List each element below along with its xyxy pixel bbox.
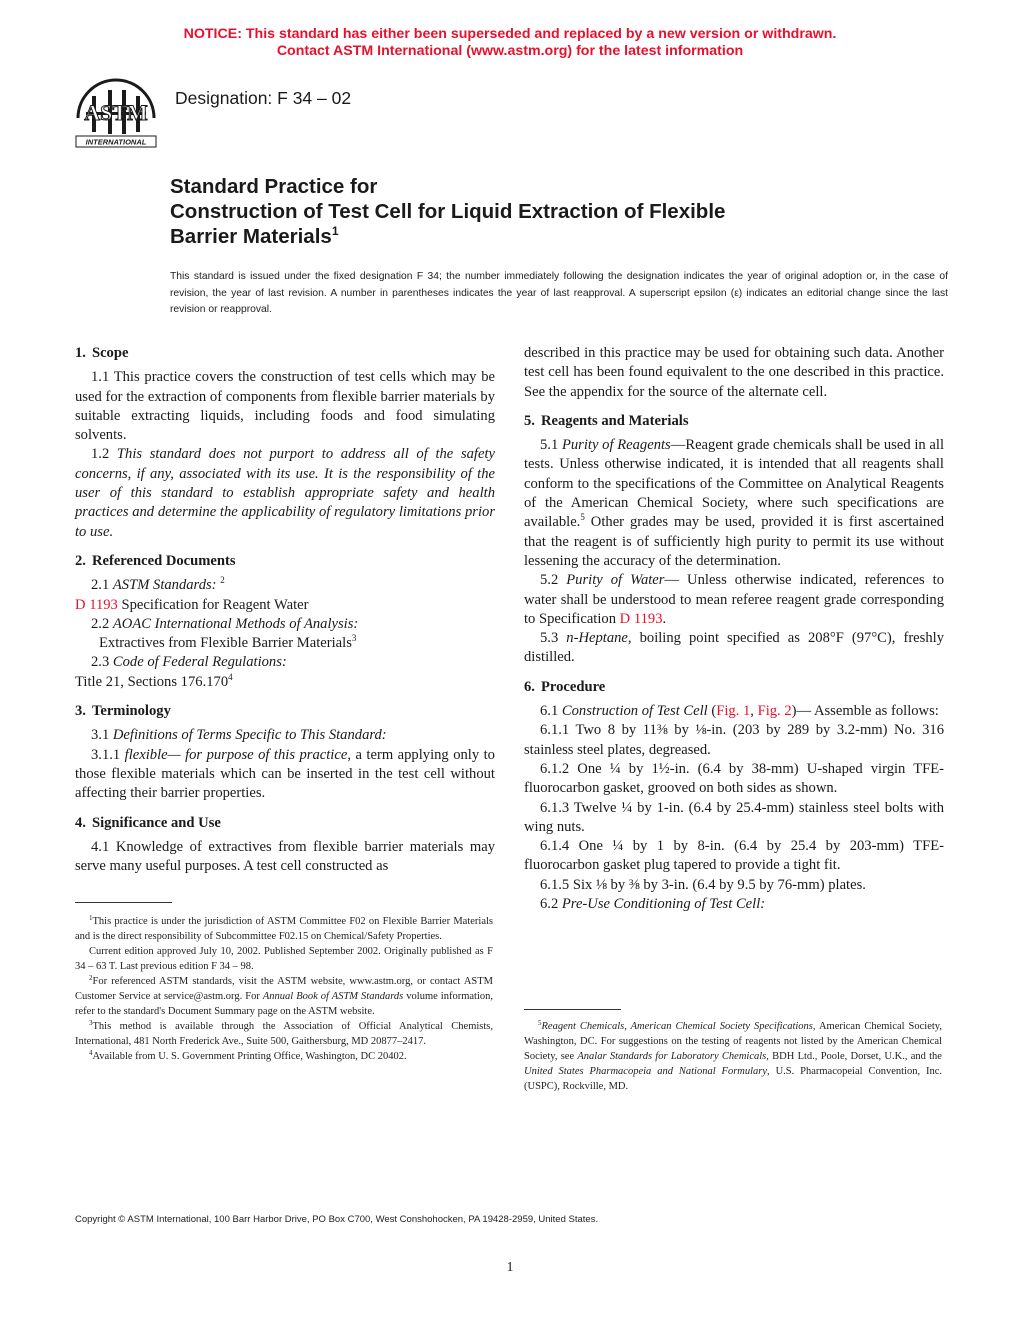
paragraph-6-1-4: 6.1.4 One ¼ by 1 by 8-in. (6.4 by 25.4 by 203-mm) TFE-fluorocarbon gasket plug tapered to provide a tight fit.: [524, 838, 944, 874]
paragraph-3-1-1: 3.1.1 flexible— for purpose of this practice, a term applying only to those flexible materials which can be inserted in the test cell without affecting their barrier properties.: [75, 746, 495, 802]
paragraph-4-1: 4.1 Knowledge of extractives from flexible barrier materials may serve many useful purposes. A test cell constructed as: [75, 838, 495, 875]
withdrawn-notice: [0, 26, 1020, 60]
footnotes-right: [524, 1019, 942, 1094]
footnote-5: $^5$Reagent Chemicals, American Chemical Society Specifications, American Chemical Society, Washington, DC. For suggestions on the testing of reagents not listed by the American Chemical Society, see Analar Standards for Laboratory Chemicals, BDH Ltd., Poole, Dorset, U.K., and the United States Pharmacopeia and National Formulary, U.S. Pharmacopeial Convention, Inc. (USPC), Rockville, MD.: [524, 1019, 943, 1092]
footnote-divider-right: [524, 1009, 621, 1010]
section-heading-terminology: 3. Terminology: [75, 703, 171, 720]
paragraph-4-1-continued: described in this practice may be used for obtaining such data. Another test cell has been found equivalent to the one described in this practice. See the appendix for the source of the alternate cell.: [524, 345, 944, 400]
paragraph-6-1-1: 6.1.1 Two 8 by 11⅜ by ⅛-in. (203 by 289 by 3.2-mm) No. 316 stainless steel plates, degreased.: [524, 722, 944, 758]
paragraph-6-1: 6.1 Construction of Test Cell (Fig. 1, Fig. 2)— Assemble as follows:: [540, 703, 939, 720]
notice-line-2: Contact ASTM International (www.astm.org) for the latest information: [276, 43, 744, 59]
footnote-divider-left: [75, 902, 172, 903]
paragraph-2-2: 2.2 AOAC International Methods of Analysis:: [91, 615, 359, 632]
paragraph-6-1-2: 6.1.2 One ¼ by 1½-in. (6.4 by 38-mm) U-shaped virgin TFE-fluorocarbon gasket, grooved on both sides as shown.: [524, 760, 944, 797]
link-fig-2[interactable]: Fig. 2: [757, 703, 792, 720]
paragraph-6-2: 6.2 Pre-Use Conditioning of Test Cell:: [540, 896, 766, 913]
reference-aoac: Extractives from Flexible Barrier Materials$^3$: [99, 633, 357, 652]
paragraph-6-1-3: 6.1.3 Twelve ¼ by 1-in. (6.4 by 25.4-mm) stainless steel bolts with wing nuts.: [524, 799, 944, 835]
paragraph-5-1: 5.1 Purity of Reagents—Reagent grade chemicals shall be used in all tests. Unless otherwise indicated, it is intended that all reagents shall conform to the specifications of the Committee on Analytical Reagents of the American Chemical Society, where such specifications are available.$^5$ Other grades may be used, provided it is first ascertained that the reagent is of sufficiently high purity to permit its use without lessening the accuracy of the determination.: [524, 437, 945, 569]
section-heading-referenced-documents: 2. Referenced Documents: [75, 552, 236, 569]
right-column: [524, 344, 944, 914]
footnote-1-edition: Current edition approved July 10, 2002. Published September 2002. Originally published as F 34 – 63 T. Last previous edition F 34 – 98.: [75, 946, 493, 972]
title-footnote-mark: 1: [331, 224, 339, 238]
section-heading-reagents: 5. Reagents and Materials: [524, 412, 689, 429]
paragraph-3-1: 3.1 Definitions of Terms Specific to This Standard:: [91, 727, 387, 744]
footnotes-left: [75, 914, 493, 1064]
paragraph-5-2: 5.2 Purity of Water— Unless otherwise indicated, references to water shall be understood to mean referee reagent grade corresponding to Specification D 1193.: [524, 572, 945, 627]
link-fig-1[interactable]: Fig. 1: [716, 703, 751, 720]
notice-line-1: NOTICE: This standard has either been superseded and replaced by a new version or withdrawn.: [183, 26, 837, 42]
footnote-2: $^2$For referenced ASTM standards, visit the ASTM website, www.astm.org, or contact ASTM Customer Service at service@astm.org. For Annual Book of ASTM Standards volume information, refer to the standard's Document Summary page on the ASTM website.: [75, 974, 493, 1017]
paragraph-6-1-5: 6.1.5 Six ⅛ by ⅜ by 3-in. (6.4 by 9.5 by 76-mm) plates.: [540, 876, 866, 893]
astm-logo: [70, 76, 162, 150]
paragraph-5-3: 5.3 n-Heptane, boiling point specified as 208°F (97°C), freshly distilled.: [524, 630, 944, 666]
paragraph-1-2: 1.2 This standard does not purport to address all of the safety concerns, if any, associated with its use. It is the responsibility of the user of this standard to establish appropriate safety and health practices and determine the applicability of regulatory limitations prior to use.: [75, 446, 495, 540]
title-line-2: Construction of Test Cell for Liquid Extraction of Flexible: [170, 200, 726, 223]
section-heading-significance: 4. Significance and Use: [75, 814, 221, 831]
logo-subtext: INTERNATIONAL: [85, 137, 147, 147]
link-d1193-spec[interactable]: D 1193: [619, 610, 663, 627]
issue-statement: This standard is issued under the fixed designation F 34; the number immediately following the designation indicates the year of original adoption or, in the case of revision, the year of last revision. A number in parentheses indicates the year of last reapproval. A superscript epsilon (ε) indicates an editorial change since the last revision or reapproval.: [170, 271, 948, 315]
link-d1193[interactable]: D 1193: [75, 596, 118, 613]
reference-cfr: Title 21, Sections 176.170$^4$: [75, 671, 233, 690]
footnote-3: $^3$This method is available through the Association of Official Analytical Chemists, International, 481 North Frederick Ave., Suite 500, Gaithersburg, MD 20877–2417.: [75, 1019, 493, 1047]
page-number: 1: [506, 1260, 514, 1275]
title-line-1: Standard Practice for: [170, 175, 378, 198]
section-heading-scope: 1. Scope: [75, 345, 129, 361]
document-title: [170, 174, 930, 249]
footnote-4: $^4$Available from U. S. Government Printing Office, Washington, DC 20402.: [89, 1049, 407, 1062]
section-heading-procedure: 6. Procedure: [524, 678, 606, 695]
paragraph-2-3: 2.3 Code of Federal Regulations:: [91, 654, 287, 671]
copyright-line: Copyright © ASTM International, 100 Barr Harbor Drive, PO Box C700, West Conshohocken, PA 19428-2959, United States.: [75, 1214, 599, 1225]
title-line-3: Barrier Materials$^1$: [170, 224, 339, 248]
designation: Designation: F 34 – 02: [175, 88, 352, 108]
left-column: [75, 344, 495, 876]
paragraph-1-1: 1.1 This practice covers the construction of test cells which may be used for the extraction of components from flexible barrier materials by suitable extracting liquids, including foods and food simulating solvents.: [75, 369, 495, 444]
reference-d1193: D 1193 Specification for Reagent Water: [75, 596, 309, 613]
paragraph-2-1: 2.1 ASTM Standards: $^2$: [91, 575, 225, 594]
logo-lettering: ASTM: [84, 100, 148, 125]
footnote-1: $^1$This practice is under the jurisdiction of ASTM Committee F02 on Flexible Barrier Materials and is the direct responsibility of Subcommittee F02.15 on Chemical/Safety Properties.: [75, 914, 493, 942]
